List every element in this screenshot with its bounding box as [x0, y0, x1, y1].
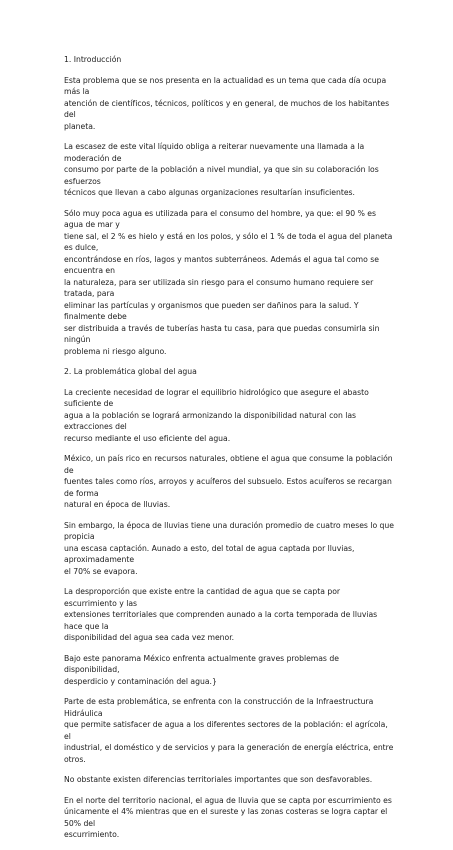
section-heading-introduccion: 1. Introducción — [64, 55, 122, 64]
paragraph: No obstante existen diferencias territoriales importantes que son desfavorables. — [64, 775, 373, 784]
paragraph: Parte de esta problemática, se enfrenta con la construcción de la Infraestructura Hidráulica que permite satisfacer de agua a los diferentes sectores de la población: el agrícola, el industrial, el doméstico y de servicios y para la generación de energía eléctrica, entre otros. — [64, 697, 394, 764]
paragraph: La creciente necesidad de lograr el equilibrio hidrológico que asegure el abasto suficiente de agua a la población se logrará armonizando la disponibilidad natural con las extracciones del recurso mediante el uso eficiente del agua. — [64, 387, 369, 443]
paragraph: Sin embargo, la época de lluvias tiene una duración promedio de cuatro meses lo que propicia una escasa captación. Aunado a esto, del total de agua captada por lluvias, aproximadamente el 70% se evapora. — [64, 520, 394, 576]
paragraph: En el norte del territorio nacional, el agua de lluvia que se capta por escurrimiento es únicamente el 4% mientras que en el sureste y las zonas costeras se logra captar el 50% del escurrimiento. — [64, 795, 392, 839]
paragraph: Bajo este panorama México enfrenta actualmente graves problemas de disponibilidad, desperdicio y contaminación del agua.} — [64, 653, 339, 686]
paragraph: La escasez de este vital líquido obliga a reiterar nuevamente una llamada a la moderación de consumo por parte de la población a nivel mundial, ya que sin su colaboración los esfuerzos técnicos que llevan a cabo algunas organizaciones resultarían insuficientes. — [64, 142, 379, 197]
paragraph: México, un país rico en recursos naturales, obtiene el agua que consume la población de fuentes tales como ríos, arroyos y acuíferos del subsuelo. Estos acuíferos se recargan de forma natural en época de lluvias. — [64, 454, 393, 509]
paragraph: Sólo muy poca agua es utilizada para el consumo del hombre, ya que: el 90 % es agua de mar y tiene sal, el 2 % es hielo y está en los polos, y sólo el 1 % de toda el agua del planeta es dulce, encontrándose en ríos, lagos y mantos subterráneos. Además el agua tal como se encuentra en la naturaleza, para ser utilizada sin riesgo para el consumo humano requiere ser tratada, para eliminar las partículas y organismos que pueden ser dañinos para la salud. Y finalmente debe ser distribuida a través de tuberías hasta tu casa, para que puedas consumirla sin ningún problema ni riesgo alguno. — [64, 208, 393, 356]
section-heading-problematica: 2. La problemática global del agua — [64, 367, 197, 376]
document-body — [64, 54, 394, 850]
paragraph: Esta problema que se nos presenta en la actualidad es un tema que cada día ocupa más la atención de científicos, técnicos, políticos y en general, de muchos de los habitantes del planeta. — [64, 75, 390, 131]
paragraph: La desproporción que existe entre la cantidad de agua que se capta por escurrimiento y las extensiones territoriales que comprenden aunado a la corta temporada de lluvias hace que la disponibilidad del agua sea cada vez menor. — [64, 587, 378, 642]
